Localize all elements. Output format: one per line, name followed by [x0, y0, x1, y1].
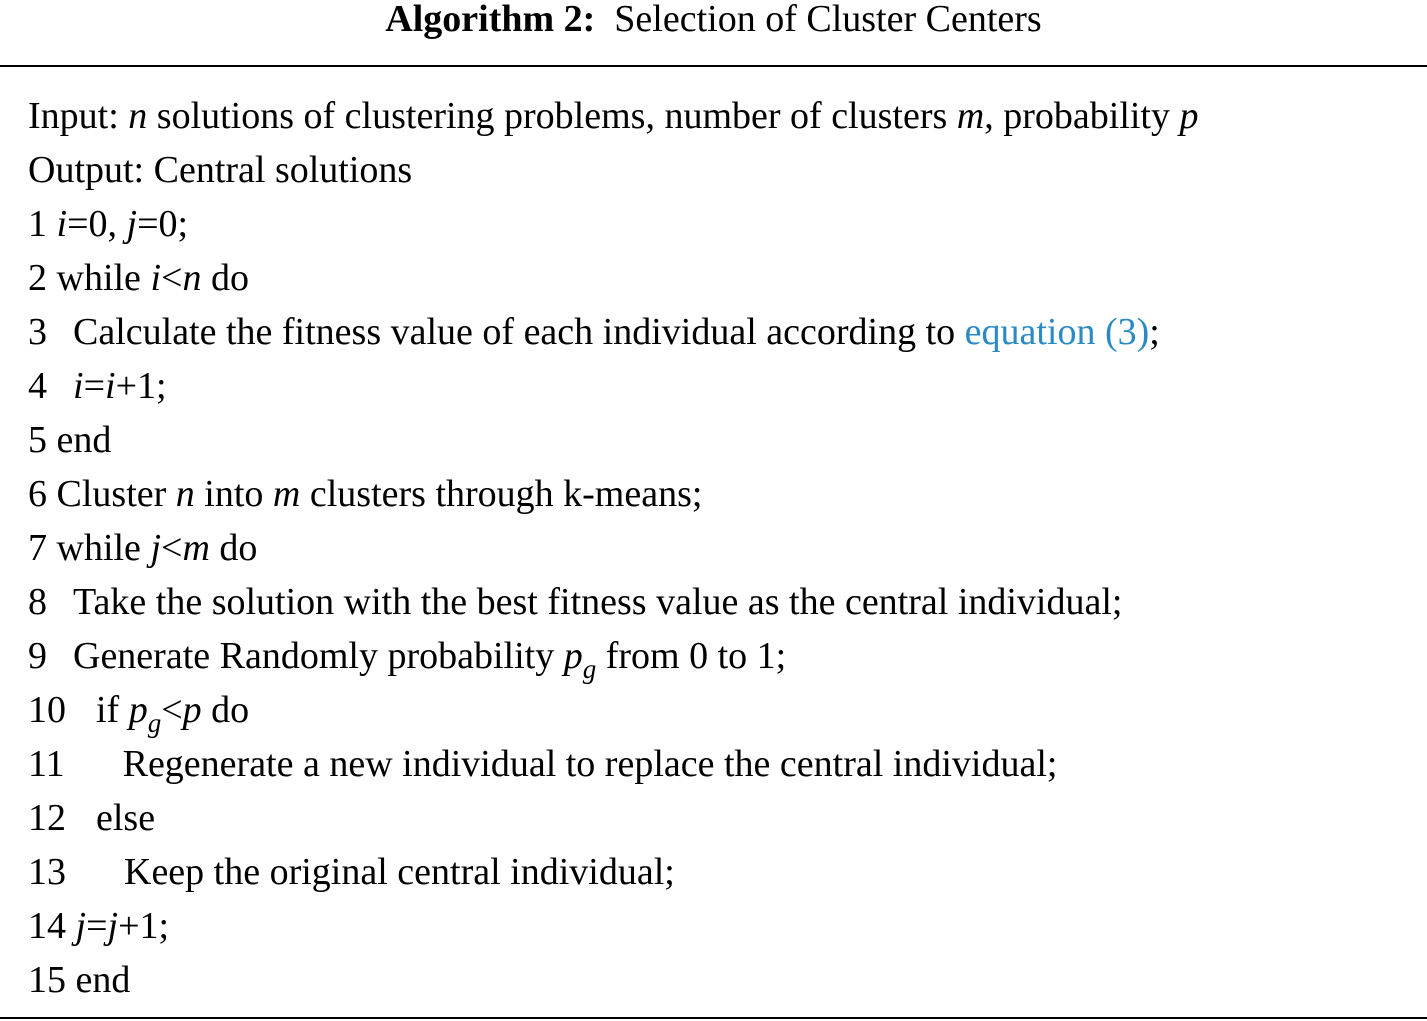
line-number: 12: [28, 797, 66, 839]
keyword-end: end: [75, 959, 131, 1001]
algo-line-2: [28, 251, 249, 305]
input-text-2: , probability: [984, 95, 1180, 137]
keyword-do: do: [201, 257, 249, 299]
line-text: +1;: [115, 365, 167, 407]
line-number: 5: [28, 419, 57, 461]
var-p: p: [128, 689, 148, 731]
algorithm-label: Algorithm 2:: [385, 0, 596, 40]
line-text: from 0 to 1;: [596, 635, 787, 677]
line-number: 13: [28, 851, 66, 893]
line-text: Cluster: [56, 473, 176, 515]
bottom-rule: [0, 1017, 1427, 1019]
line-number: 6: [28, 473, 57, 515]
algo-line-9: [28, 629, 786, 683]
keyword-do: do: [209, 527, 258, 569]
input-var-p: p: [1179, 95, 1199, 137]
algo-line-11: [28, 737, 1057, 791]
line-text: ;: [1149, 311, 1160, 353]
line-text: clusters through k-means;: [300, 473, 703, 515]
line-text: into: [194, 473, 273, 515]
algo-line-6: [28, 467, 702, 521]
line-number: 1: [28, 203, 57, 245]
input-line: [28, 89, 1199, 143]
input-text-1: solutions of clustering problems, number of clusters: [147, 95, 957, 137]
line-number: 7: [28, 527, 57, 569]
output-text: Output: Central solutions: [28, 149, 413, 191]
operator-less-than: <: [161, 527, 183, 569]
line-text: =0,: [67, 203, 127, 245]
line-text: Keep the original central individual;: [124, 851, 675, 893]
algo-line-7: [28, 521, 257, 575]
top-rule: [0, 65, 1427, 67]
algo-line-14: [28, 899, 169, 953]
var-j: j: [150, 527, 161, 569]
line-text: Take the solution with the best fitness value as the central individual;: [73, 581, 1123, 623]
operator-less-than: <: [161, 257, 183, 299]
line-text: +1;: [118, 905, 170, 947]
input-var-n: n: [128, 95, 148, 137]
input-var-m: m: [956, 95, 985, 137]
line-number: 11: [28, 743, 65, 785]
var-p: p: [563, 635, 583, 677]
line-text: Calculate the fitness value of each individual according to: [73, 311, 965, 353]
algo-line-8: [28, 575, 1122, 629]
subscript-g: g: [582, 654, 597, 684]
algo-line-5: [28, 413, 111, 467]
algo-line-4: [28, 359, 167, 413]
algo-line-1: [28, 197, 188, 251]
var-n: n: [182, 257, 202, 299]
equation-reference-link[interactable]: equation (3): [964, 311, 1150, 353]
keyword-while: while: [56, 257, 151, 299]
var-i: i: [73, 365, 84, 407]
algo-line-15: [28, 953, 130, 1007]
algo-line-12: [28, 791, 155, 845]
algo-line-3: [28, 305, 1160, 359]
var-j: j: [107, 905, 119, 947]
line-number: 4: [28, 365, 47, 407]
var-j: j: [75, 905, 87, 947]
algo-line-13: [28, 845, 675, 899]
algorithm-name: Selection of Cluster Centers: [614, 0, 1042, 40]
line-number: 9: [28, 635, 47, 677]
keyword-end: end: [56, 419, 112, 461]
line-text: Regenerate a new individual to replace the central individual;: [122, 743, 1058, 785]
var-i: i: [105, 365, 116, 407]
keyword-while: while: [56, 527, 151, 569]
subscript-g: g: [147, 708, 162, 738]
line-text: =0;: [137, 203, 189, 245]
operator-equals: =: [86, 905, 108, 947]
line-number: 14: [28, 905, 76, 947]
line-text: Generate Randomly probability: [73, 635, 564, 677]
line-number: 15: [28, 959, 76, 1001]
var-i: i: [56, 203, 68, 245]
keyword-else: else: [96, 797, 156, 839]
var-p: p: [182, 689, 202, 731]
input-prefix: Input:: [28, 95, 129, 137]
var-m: m: [272, 473, 301, 515]
line-number: 3: [28, 311, 47, 353]
line-number: 8: [28, 581, 47, 623]
var-m: m: [182, 527, 210, 569]
line-number: 2: [28, 257, 57, 299]
keyword-do: do: [201, 689, 250, 731]
operator-less-than: <: [161, 689, 183, 731]
var-i: i: [150, 257, 161, 299]
operator-equals: =: [83, 365, 105, 407]
var-j: j: [126, 203, 138, 245]
keyword-if: if: [96, 689, 129, 731]
output-line: [28, 143, 412, 197]
var-n: n: [175, 473, 195, 515]
line-number: 10: [28, 689, 66, 731]
algorithm-title: [0, 0, 1427, 44]
algo-line-10: [28, 683, 249, 737]
